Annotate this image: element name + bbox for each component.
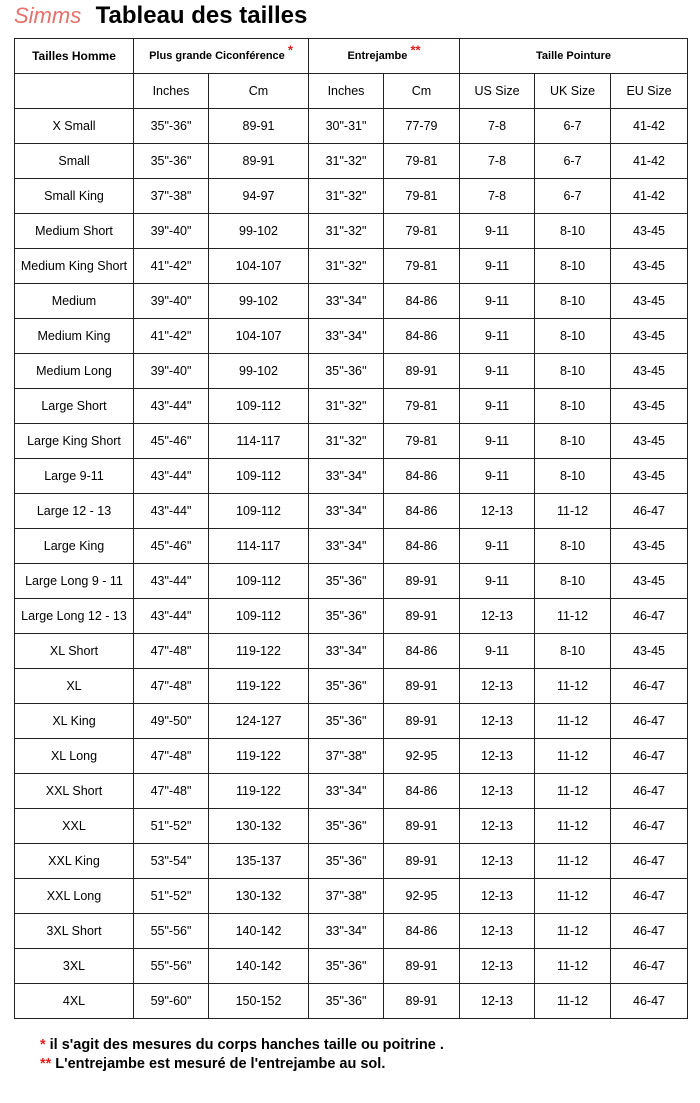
us-size-cell: 12-13: [460, 914, 535, 949]
hip-inches-cell: 39"-40": [134, 354, 209, 389]
uk-size-cell: 8-10: [535, 529, 611, 564]
hip-cm-cell: 119-122: [209, 774, 309, 809]
us-size-cell: 12-13: [460, 949, 535, 984]
inseam-inches-cell: 33"-34": [309, 914, 384, 949]
us-size-cell: 9-11: [460, 214, 535, 249]
inseam-inches-cell: 31"-32": [309, 389, 384, 424]
inseam-inches-cell: 33"-34": [309, 459, 384, 494]
us-size-cell: 12-13: [460, 809, 535, 844]
uk-size-cell: 8-10: [535, 284, 611, 319]
table-row: [15, 914, 688, 949]
hip-cm-cell: 104-107: [209, 319, 309, 354]
hip-cm-cell: 114-117: [209, 424, 309, 459]
uk-size-cell: 11-12: [535, 809, 611, 844]
hip-cm-cell: 119-122: [209, 634, 309, 669]
eu-size-cell: 46-47: [611, 879, 688, 914]
size-name-cell: Small: [15, 144, 134, 179]
footnote-inseam-mark: **: [40, 1056, 52, 1072]
uk-size-cell: 11-12: [535, 879, 611, 914]
footnote-inseam: [40, 1055, 444, 1074]
size-name-cell: Medium Long: [15, 354, 134, 389]
uk-size-cell: 11-12: [535, 914, 611, 949]
eu-size-cell: 41-42: [611, 179, 688, 214]
table-row: [15, 669, 688, 704]
col-subheader: Inches: [134, 74, 209, 109]
table-row: [15, 564, 688, 599]
inseam-inches-cell: 31"-32": [309, 179, 384, 214]
hip-inches-cell: 39"-40": [134, 284, 209, 319]
table-row: [15, 704, 688, 739]
size-name-cell: X Small: [15, 109, 134, 144]
table-row: [15, 809, 688, 844]
hip-cm-cell: 109-112: [209, 459, 309, 494]
inseam-cm-cell: 89-91: [384, 669, 460, 704]
size-name-cell: Large Long 12 - 13: [15, 599, 134, 634]
table-row: [15, 424, 688, 459]
us-size-cell: 9-11: [460, 634, 535, 669]
size-name-cell: Medium: [15, 284, 134, 319]
us-size-cell: 12-13: [460, 984, 535, 1019]
hip-inches-cell: 41"-42": [134, 319, 209, 354]
inseam-cm-cell: 89-91: [384, 564, 460, 599]
eu-size-cell: 43-45: [611, 214, 688, 249]
hip-cm-cell: 119-122: [209, 669, 309, 704]
us-size-cell: 7-8: [460, 144, 535, 179]
table-row: [15, 214, 688, 249]
inseam-inches-cell: 31"-32": [309, 424, 384, 459]
size-name-cell: XL Long: [15, 739, 134, 774]
footnote-hip-mark: *: [40, 1037, 46, 1053]
inseam-inches-cell: 33"-34": [309, 774, 384, 809]
hip-cm-cell: 99-102: [209, 354, 309, 389]
hip-inches-cell: 49"-50": [134, 704, 209, 739]
us-size-cell: 9-11: [460, 354, 535, 389]
size-name-cell: Medium King: [15, 319, 134, 354]
size-name-cell: Large 12 - 13: [15, 494, 134, 529]
header-row-groups: [15, 39, 688, 74]
col-header-hip: [134, 39, 309, 74]
us-size-cell: 9-11: [460, 564, 535, 599]
table-row: [15, 599, 688, 634]
inseam-inches-cell: 33"-34": [309, 494, 384, 529]
inseam-cm-cell: 89-91: [384, 704, 460, 739]
table-row: [15, 249, 688, 284]
us-size-cell: 12-13: [460, 739, 535, 774]
hip-cm-cell: 114-117: [209, 529, 309, 564]
inseam-cm-cell: 79-81: [384, 144, 460, 179]
eu-size-cell: 46-47: [611, 739, 688, 774]
uk-size-cell: 8-10: [535, 389, 611, 424]
eu-size-cell: 43-45: [611, 459, 688, 494]
hip-inches-cell: 47"-48": [134, 634, 209, 669]
size-name-cell: 3XL Short: [15, 914, 134, 949]
hip-inches-cell: 43"-44": [134, 389, 209, 424]
us-size-cell: 12-13: [460, 599, 535, 634]
inseam-inches-cell: 31"-32": [309, 144, 384, 179]
col-header-inseam-label: Entrejambe: [347, 50, 408, 62]
hip-inches-cell: 43"-44": [134, 599, 209, 634]
hip-inches-cell: 53"-54": [134, 844, 209, 879]
inseam-cm-cell: 92-95: [384, 879, 460, 914]
table-row: [15, 634, 688, 669]
col-header-hip-label: Plus grande Ciconférence: [149, 50, 285, 62]
inseam-inches-cell: 33"-34": [309, 529, 384, 564]
inseam-inches-cell: 37"-38": [309, 739, 384, 774]
hip-cm-cell: 140-142: [209, 914, 309, 949]
uk-size-cell: 6-7: [535, 144, 611, 179]
us-size-cell: 12-13: [460, 704, 535, 739]
us-size-cell: 12-13: [460, 844, 535, 879]
hip-inches-cell: 35"-36": [134, 144, 209, 179]
col-subheader: Cm: [209, 74, 309, 109]
table-row: [15, 179, 688, 214]
inseam-cm-cell: 79-81: [384, 424, 460, 459]
inseam-cm-cell: 92-95: [384, 739, 460, 774]
uk-size-cell: 11-12: [535, 739, 611, 774]
inseam-cm-cell: 79-81: [384, 214, 460, 249]
uk-size-cell: 11-12: [535, 984, 611, 1019]
hip-cm-cell: 135-137: [209, 844, 309, 879]
size-name-cell: XXL Short: [15, 774, 134, 809]
size-name-cell: Medium King Short: [15, 249, 134, 284]
eu-size-cell: 46-47: [611, 984, 688, 1019]
col-header-inseam: [309, 39, 460, 74]
inseam-cm-cell: 89-91: [384, 949, 460, 984]
us-size-cell: 9-11: [460, 529, 535, 564]
eu-size-cell: 46-47: [611, 949, 688, 984]
us-size-cell: 9-11: [460, 389, 535, 424]
eu-size-cell: 46-47: [611, 599, 688, 634]
size-name-cell: Small King: [15, 179, 134, 214]
brand-logo: Simms: [14, 3, 82, 28]
size-name-cell: Large Short: [15, 389, 134, 424]
size-name-cell: Large King Short: [15, 424, 134, 459]
uk-size-cell: 8-10: [535, 564, 611, 599]
inseam-cm-cell: 89-91: [384, 599, 460, 634]
col-subheader: EU Size: [611, 74, 688, 109]
eu-size-cell: 46-47: [611, 914, 688, 949]
size-name-cell: Large Long 9 - 11: [15, 564, 134, 599]
us-size-cell: 9-11: [460, 319, 535, 354]
hip-inches-cell: 45"-46": [134, 529, 209, 564]
col-header-size: Tailles Homme: [15, 39, 134, 74]
table-row: [15, 144, 688, 179]
hip-cm-cell: 130-132: [209, 809, 309, 844]
hip-inches-cell: 37"-38": [134, 179, 209, 214]
hip-footnote-mark: *: [287, 42, 293, 58]
size-chart-table: [14, 38, 688, 1019]
uk-size-cell: 11-12: [535, 599, 611, 634]
inseam-inches-cell: 35"-36": [309, 809, 384, 844]
hip-inches-cell: 39"-40": [134, 214, 209, 249]
eu-size-cell: 41-42: [611, 144, 688, 179]
hip-inches-cell: 43"-44": [134, 564, 209, 599]
hip-cm-cell: 150-152: [209, 984, 309, 1019]
hip-inches-cell: 55"-56": [134, 914, 209, 949]
page-title: Tableau des tailles: [95, 2, 308, 29]
inseam-cm-cell: 84-86: [384, 529, 460, 564]
size-name-cell: XXL: [15, 809, 134, 844]
inseam-inches-cell: 35"-36": [309, 844, 384, 879]
us-size-cell: 12-13: [460, 879, 535, 914]
table-row: [15, 319, 688, 354]
table-row: [15, 739, 688, 774]
us-size-cell: 9-11: [460, 459, 535, 494]
eu-size-cell: 46-47: [611, 774, 688, 809]
uk-size-cell: 8-10: [535, 634, 611, 669]
inseam-cm-cell: 84-86: [384, 459, 460, 494]
eu-size-cell: 46-47: [611, 494, 688, 529]
eu-size-cell: 43-45: [611, 249, 688, 284]
col-subheader: [15, 74, 134, 109]
size-name-cell: 3XL: [15, 949, 134, 984]
hip-inches-cell: 55"-56": [134, 949, 209, 984]
uk-size-cell: 11-12: [535, 949, 611, 984]
inseam-inches-cell: 35"-36": [309, 984, 384, 1019]
table-row: [15, 984, 688, 1019]
eu-size-cell: 41-42: [611, 109, 688, 144]
inseam-cm-cell: 84-86: [384, 494, 460, 529]
table-row: [15, 879, 688, 914]
hip-inches-cell: 47"-48": [134, 669, 209, 704]
uk-size-cell: 8-10: [535, 249, 611, 284]
eu-size-cell: 43-45: [611, 564, 688, 599]
inseam-cm-cell: 84-86: [384, 634, 460, 669]
table-row: [15, 459, 688, 494]
footnote-inseam-text: L'entrejambe est mesuré de l'entrejambe au sol.: [55, 1056, 386, 1072]
eu-size-cell: 43-45: [611, 424, 688, 459]
hip-cm-cell: 140-142: [209, 949, 309, 984]
inseam-inches-cell: 30"-31": [309, 109, 384, 144]
hip-cm-cell: 89-91: [209, 144, 309, 179]
inseam-cm-cell: 79-81: [384, 389, 460, 424]
eu-size-cell: 43-45: [611, 319, 688, 354]
col-subheader: Cm: [384, 74, 460, 109]
uk-size-cell: 8-10: [535, 319, 611, 354]
hip-cm-cell: 130-132: [209, 879, 309, 914]
size-name-cell: XL: [15, 669, 134, 704]
hip-cm-cell: 109-112: [209, 389, 309, 424]
inseam-footnote-mark: **: [410, 42, 421, 58]
hip-cm-cell: 104-107: [209, 249, 309, 284]
hip-cm-cell: 99-102: [209, 214, 309, 249]
inseam-inches-cell: 31"-32": [309, 249, 384, 284]
hip-inches-cell: 35"-36": [134, 109, 209, 144]
eu-size-cell: 46-47: [611, 809, 688, 844]
hip-inches-cell: 43"-44": [134, 459, 209, 494]
table-row: [15, 354, 688, 389]
col-header-shoe: Taille Pointure: [460, 39, 688, 74]
table-row: [15, 844, 688, 879]
table-row: [15, 109, 688, 144]
size-name-cell: XL King: [15, 704, 134, 739]
us-size-cell: 7-8: [460, 109, 535, 144]
table-row: [15, 389, 688, 424]
us-size-cell: 7-8: [460, 179, 535, 214]
inseam-inches-cell: 35"-36": [309, 564, 384, 599]
inseam-inches-cell: 35"-36": [309, 669, 384, 704]
hip-inches-cell: 59"-60": [134, 984, 209, 1019]
eu-size-cell: 43-45: [611, 354, 688, 389]
us-size-cell: 12-13: [460, 494, 535, 529]
eu-size-cell: 43-45: [611, 529, 688, 564]
uk-size-cell: 11-12: [535, 844, 611, 879]
uk-size-cell: 8-10: [535, 214, 611, 249]
eu-size-cell: 43-45: [611, 284, 688, 319]
inseam-cm-cell: 89-91: [384, 809, 460, 844]
inseam-cm-cell: 79-81: [384, 179, 460, 214]
hip-cm-cell: 109-112: [209, 494, 309, 529]
hip-cm-cell: 99-102: [209, 284, 309, 319]
inseam-cm-cell: 79-81: [384, 249, 460, 284]
size-name-cell: 4XL: [15, 984, 134, 1019]
hip-cm-cell: 124-127: [209, 704, 309, 739]
hip-cm-cell: 94-97: [209, 179, 309, 214]
us-size-cell: 9-11: [460, 249, 535, 284]
hip-inches-cell: 47"-48": [134, 739, 209, 774]
inseam-cm-cell: 84-86: [384, 319, 460, 354]
hip-inches-cell: 41"-42": [134, 249, 209, 284]
col-subheader: Inches: [309, 74, 384, 109]
inseam-cm-cell: 84-86: [384, 284, 460, 319]
size-name-cell: Large 9-11: [15, 459, 134, 494]
uk-size-cell: 11-12: [535, 494, 611, 529]
col-subheader: US Size: [460, 74, 535, 109]
hip-inches-cell: 45"-46": [134, 424, 209, 459]
hip-cm-cell: 109-112: [209, 564, 309, 599]
header-row-units: [15, 74, 688, 109]
uk-size-cell: 6-7: [535, 179, 611, 214]
uk-size-cell: 11-12: [535, 704, 611, 739]
footnotes: [40, 1036, 444, 1074]
hip-cm-cell: 89-91: [209, 109, 309, 144]
eu-size-cell: 46-47: [611, 844, 688, 879]
eu-size-cell: 43-45: [611, 634, 688, 669]
col-subheader: UK Size: [535, 74, 611, 109]
size-name-cell: XXL Long: [15, 879, 134, 914]
page-header: [14, 2, 307, 36]
hip-inches-cell: 51"-52": [134, 809, 209, 844]
hip-cm-cell: 119-122: [209, 739, 309, 774]
inseam-inches-cell: 35''-36'': [309, 354, 384, 389]
inseam-inches-cell: 33"-34": [309, 634, 384, 669]
size-name-cell: Medium Short: [15, 214, 134, 249]
inseam-inches-cell: 35"-36": [309, 599, 384, 634]
us-size-cell: 12-13: [460, 669, 535, 704]
uk-size-cell: 8-10: [535, 354, 611, 389]
inseam-cm-cell: 89-91: [384, 844, 460, 879]
inseam-cm-cell: 84-86: [384, 774, 460, 809]
hip-inches-cell: 51"-52": [134, 879, 209, 914]
table-row: [15, 494, 688, 529]
uk-size-cell: 11-12: [535, 774, 611, 809]
eu-size-cell: 43-45: [611, 389, 688, 424]
uk-size-cell: 8-10: [535, 459, 611, 494]
uk-size-cell: 6-7: [535, 109, 611, 144]
size-name-cell: XXL King: [15, 844, 134, 879]
inseam-inches-cell: 35"-36": [309, 704, 384, 739]
inseam-cm-cell: 77-79: [384, 109, 460, 144]
eu-size-cell: 46-47: [611, 669, 688, 704]
inseam-inches-cell: 35"-36": [309, 949, 384, 984]
inseam-inches-cell: 31"-32": [309, 214, 384, 249]
us-size-cell: 9-11: [460, 284, 535, 319]
footnote-hip-text: il s'agit des mesures du corps hanches taille ou poitrine .: [49, 1037, 444, 1053]
hip-cm-cell: 109-112: [209, 599, 309, 634]
uk-size-cell: 11-12: [535, 669, 611, 704]
size-name-cell: XL Short: [15, 634, 134, 669]
table-row: [15, 949, 688, 984]
table-row: [15, 774, 688, 809]
inseam-inches-cell: 37"-38": [309, 879, 384, 914]
eu-size-cell: 46-47: [611, 704, 688, 739]
inseam-cm-cell: 89-91: [384, 354, 460, 389]
us-size-cell: 9-11: [460, 424, 535, 459]
inseam-cm-cell: 84-86: [384, 914, 460, 949]
size-name-cell: Large King: [15, 529, 134, 564]
table-row: [15, 529, 688, 564]
hip-inches-cell: 47"-48": [134, 774, 209, 809]
inseam-inches-cell: 33"-34": [309, 284, 384, 319]
table-row: [15, 284, 688, 319]
inseam-cm-cell: 89-91: [384, 984, 460, 1019]
us-size-cell: 12-13: [460, 774, 535, 809]
uk-size-cell: 8-10: [535, 424, 611, 459]
hip-inches-cell: 43"-44": [134, 494, 209, 529]
footnote-hip: [40, 1036, 444, 1055]
inseam-inches-cell: 33''-34'': [309, 319, 384, 354]
